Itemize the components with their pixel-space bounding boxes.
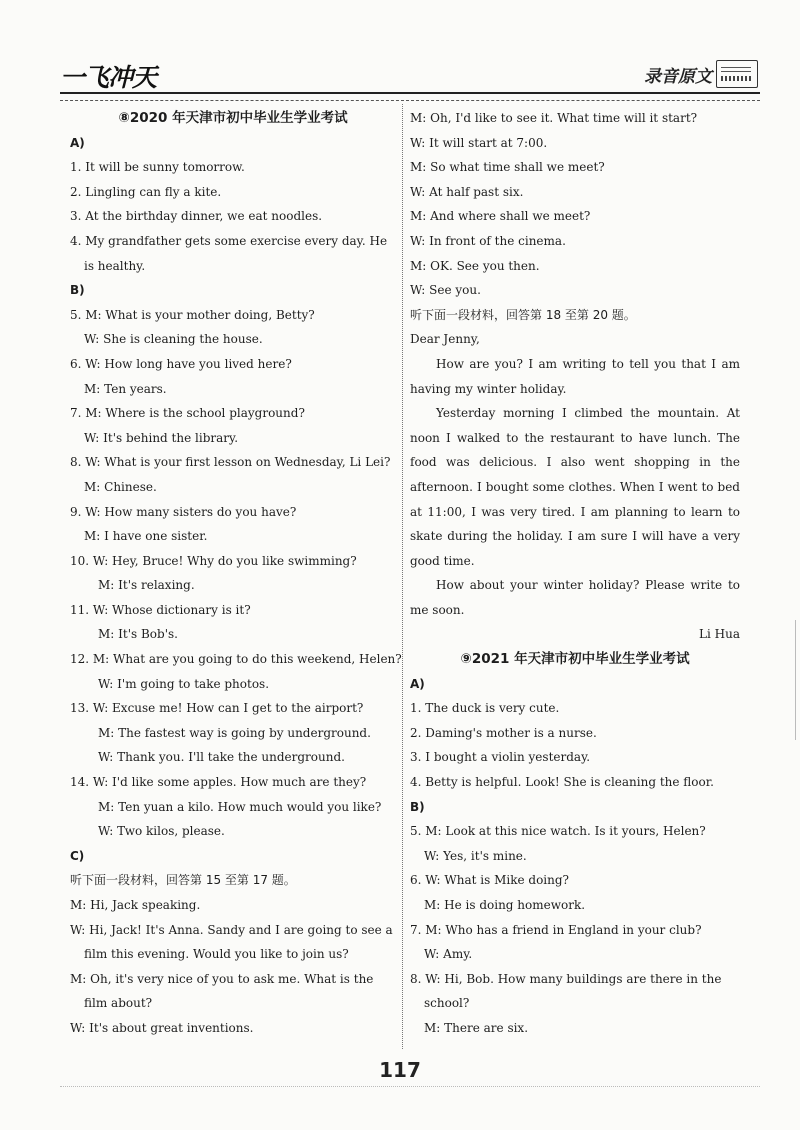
transcript-line: M: He is doing homework. [424,898,586,912]
transcript-line: W: Two kilos, please. [98,824,225,839]
section-label: A) [410,676,425,691]
page-number: 117 [379,1058,421,1082]
transcript-line: W: Hi, Jack! It's Anna. Sandy and I are going to see a [70,922,393,937]
transcript-line: 3. At the birthday dinner, we eat noodles. [70,209,323,224]
transcript-line: M: Ten years. [84,381,167,396]
transcript-line: M: Oh, I'd like to see it. What time will it start? [410,111,698,125]
transcript-line: film about? [84,996,153,1011]
transcript-line: 8. W: Hi, Bob. How many buildings are there in the [410,971,722,986]
transcript-line: W: In front of the cinema. [410,233,566,248]
transcript-line: 4. My grandfather gets some exercise every day. He [70,233,388,248]
instruction-line: 听下面一段材料，回答第 15 至第 17 题。 [70,873,296,888]
letter-paragraph: How about your winter holiday? Please write to me soon. [410,578,740,617]
transcript-line: M: Chinese. [84,479,157,494]
transcript-line: W: She is cleaning the house. [84,332,263,347]
transcript-line: 2. Daming's mother is a nurse. [410,725,597,740]
transcript-line: 6. W: How long have you lived here? [70,356,292,371]
transcript-line: W: Amy. [424,947,473,962]
transcript-line: W: I'm going to take photos. [98,676,270,691]
transcript-line: M: Oh, it's very nice of you to ask me. What is the [70,971,374,986]
exam-title: ⑨2021 年天津市初中毕业生学业考试 [460,651,690,668]
transcript-line: 10. W: Hey, Bruce! Why do you like swimming? [70,553,357,568]
transcript-line: W: Thank you. I'll take the underground. [98,750,345,765]
transcript-line: is healthy. [84,258,146,273]
letter-paragraph: How are you? I am writing to tell you that I am having my winter holiday. [410,356,740,396]
transcript-line: M: It's relaxing. [98,578,195,593]
transcript-line: 3. I bought a violin yesterday. [410,750,591,765]
transcript-line: 5. M: Look at this nice watch. Is it yours, Helen? [410,824,706,839]
transcript-line: 1. The duck is very cute. [410,701,560,716]
section-label: B) [410,799,425,814]
transcript-line: 5. M: What is your mother doing, Betty? [70,307,315,322]
transcript-line: 9. W: How many sisters do you have? [70,504,297,519]
transcript-line: W: It's about great inventions. [70,1020,254,1035]
brand-logo: 一飞冲天 [60,63,157,92]
transcript-line: M: OK. See you then. [410,258,540,273]
transcript-line: W: Yes, it's mine. [424,848,527,863]
transcript-line: 7. M: Where is the school playground? [70,406,305,421]
transcript-line: M: Hi, Jack speaking. [70,898,201,912]
transcript-line: 2. Lingling can fly a kite. [70,184,222,199]
exam-title: ⑧2020 年天津市初中毕业生学业考试 [118,110,348,126]
footer-rule [60,1086,760,1088]
transcript-line: W: It will start at 7:00. [410,135,548,150]
transcript-line: 13. W: Excuse me! How can I get to the airport? [70,701,364,716]
transcript-line: M: Ten yuan a kilo. How much would you like? [98,799,382,814]
left-column [70,106,402,1041]
instruction-line: 听下面一段材料，回答第 18 至第 20 题。 [410,307,636,322]
transcript-line: W: See you. [410,283,481,298]
transcript-line: 12. M: What are you going to do this weekend, Helen? [70,652,402,667]
page-header [60,58,760,92]
transcript-line: M: I have one sister. [84,529,208,544]
transcript-line: 11. W: Whose dictionary is it? [70,602,251,617]
header-rule [60,92,760,101]
transcript-line: W: At half past six. [410,184,524,199]
stamp-icon [716,60,758,88]
transcript-line: M: So what time shall we meet? [410,160,605,175]
section-label: C) [70,848,85,863]
transcript-line: 6. W: What is Mike doing? [410,873,569,888]
section-tag: 录音原文 [644,67,712,87]
transcript-line: M: The fastest way is going by underground. [98,725,371,740]
transcript-line: M: It's Bob's. [98,627,178,642]
transcript-line: 8. W: What is your first lesson on Wednesday, Li Lei? [70,455,391,470]
transcript-line: 14. W: I'd like some apples. How much are they? [70,775,367,790]
transcript-line: 1. It will be sunny tomorrow. [70,160,245,175]
section-label: B) [70,283,85,298]
scan-edge [795,620,796,740]
transcript-line: M: There are six. [424,1020,529,1035]
transcript-line: M: And where shall we meet? [410,209,591,224]
right-column [410,106,740,1041]
transcript-line: film this evening. Would you like to join us? [84,947,349,962]
transcript-line: W: It's behind the library. [84,430,239,445]
section-label: A) [70,135,85,150]
letter-signature: Li Hua [699,627,740,642]
column-divider [402,104,403,1049]
transcript-line: Dear Jenny, [410,332,480,347]
transcript-line: 7. M: Who has a friend in England in your club? [410,922,702,937]
transcript-line: school? [424,996,470,1011]
transcript-line: 4. Betty is helpful. Look! She is cleaning the floor. [410,775,714,790]
letter-paragraph: Yesterday morning I climbed the mountain. At noon I walked to the restaurant to have lunch. The food was delicious. I also went shopping in the afternoon. I bought some clothes. When I went to bed at 11:00, I was very tired. I am planning to learn to skate during the holiday. I am sure I will have a very good time. [410,406,740,568]
